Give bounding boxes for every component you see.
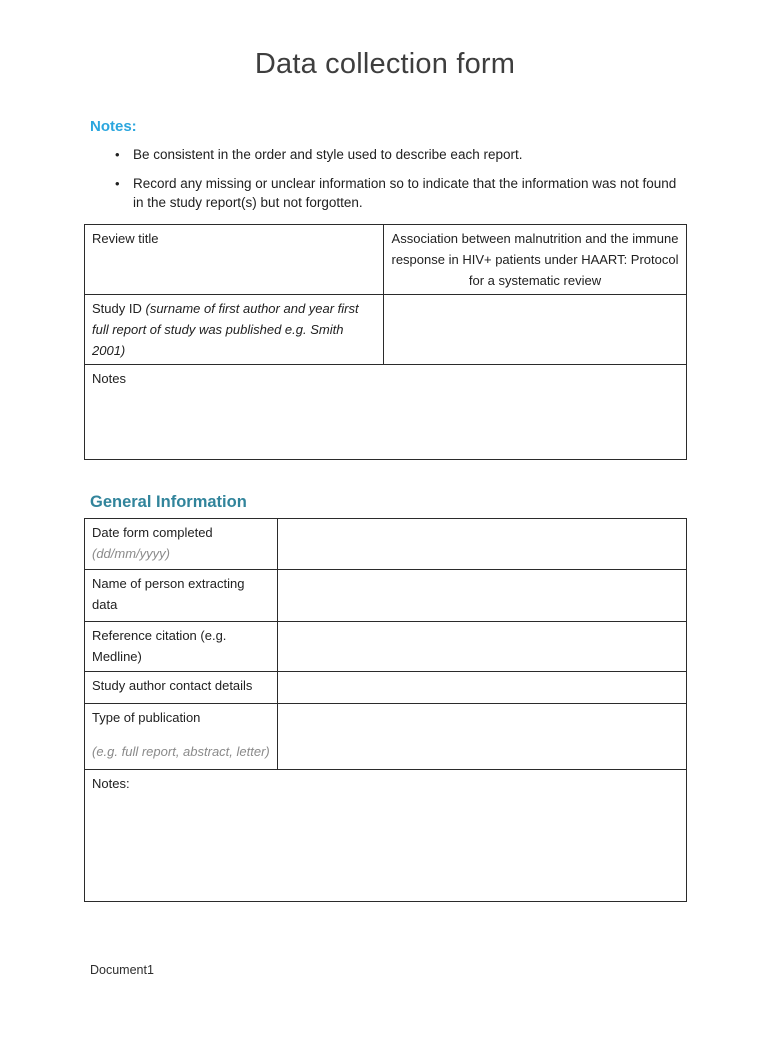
- note-bullet: • Be consistent in the order and style used to describe each report.: [115, 145, 686, 164]
- date-format-hint: (dd/mm/yyyy): [92, 546, 170, 561]
- review-title-label: Review title: [92, 231, 159, 246]
- extractor-name-label-cell: [85, 570, 278, 622]
- table-row: [85, 519, 687, 570]
- publication-type-hint: (e.g. full report, abstract, letter): [92, 744, 270, 759]
- extractor-name-value-cell[interactable]: [278, 570, 687, 622]
- table-row: [85, 770, 687, 902]
- general-notes-cell[interactable]: [85, 770, 687, 902]
- publication-type-label: Type of publication: [92, 710, 201, 725]
- review-info-table: [84, 224, 687, 460]
- study-id-value-cell[interactable]: [384, 295, 687, 365]
- extractor-name-label: Name of person extracting data: [92, 576, 245, 612]
- note-bullet: • Record any missing or unclear information so to indicate that the information was not found in the study report(s) but not forgotten.: [115, 174, 686, 212]
- date-form-completed-label: Date form completed: [92, 525, 213, 540]
- review-notes-cell[interactable]: [85, 365, 687, 460]
- general-notes-label: Notes:: [92, 776, 130, 791]
- review-title-label-cell: [85, 225, 384, 295]
- review-notes-label: Notes: [92, 371, 126, 386]
- date-form-completed-label-cell: [85, 519, 278, 570]
- publication-type-value-cell[interactable]: [278, 704, 687, 770]
- reference-citation-value-cell[interactable]: [278, 622, 687, 672]
- date-form-completed-value-cell[interactable]: [278, 519, 687, 570]
- table-row: [85, 672, 687, 704]
- footer-document-name: Document1: [90, 963, 154, 977]
- notes-heading: Notes:: [90, 118, 137, 135]
- publication-type-label-cell: [85, 704, 278, 770]
- table-row: [85, 365, 687, 460]
- document-page: [84, 46, 686, 902]
- table-row: [85, 570, 687, 622]
- table-row: [85, 295, 687, 365]
- page-title: Data collection form: [254, 48, 516, 80]
- general-information-table: [84, 518, 687, 902]
- study-id-label-cell: [85, 295, 384, 365]
- notes-bullet-list: [84, 145, 686, 212]
- author-contact-value-cell[interactable]: [278, 672, 687, 704]
- table-row: [85, 704, 687, 770]
- reference-citation-label-cell: [85, 622, 278, 672]
- study-id-hint: (surname of first author and year first full report of study was published e.g. Smith 2001): [92, 301, 359, 358]
- author-contact-label-cell: [85, 672, 278, 704]
- review-title-value-cell[interactable]: Association between malnutrition and the immune response in HIV+ patients under HAART: Protocol for a systematic review: [384, 225, 687, 295]
- reference-citation-label: Reference citation (e.g. Medline): [92, 628, 227, 664]
- author-contact-label: Study author contact details: [92, 678, 253, 693]
- table-row: [85, 225, 687, 295]
- general-information-heading: General Information: [90, 493, 247, 511]
- study-id-label: Study ID: [92, 301, 142, 316]
- table-row: [85, 622, 687, 672]
